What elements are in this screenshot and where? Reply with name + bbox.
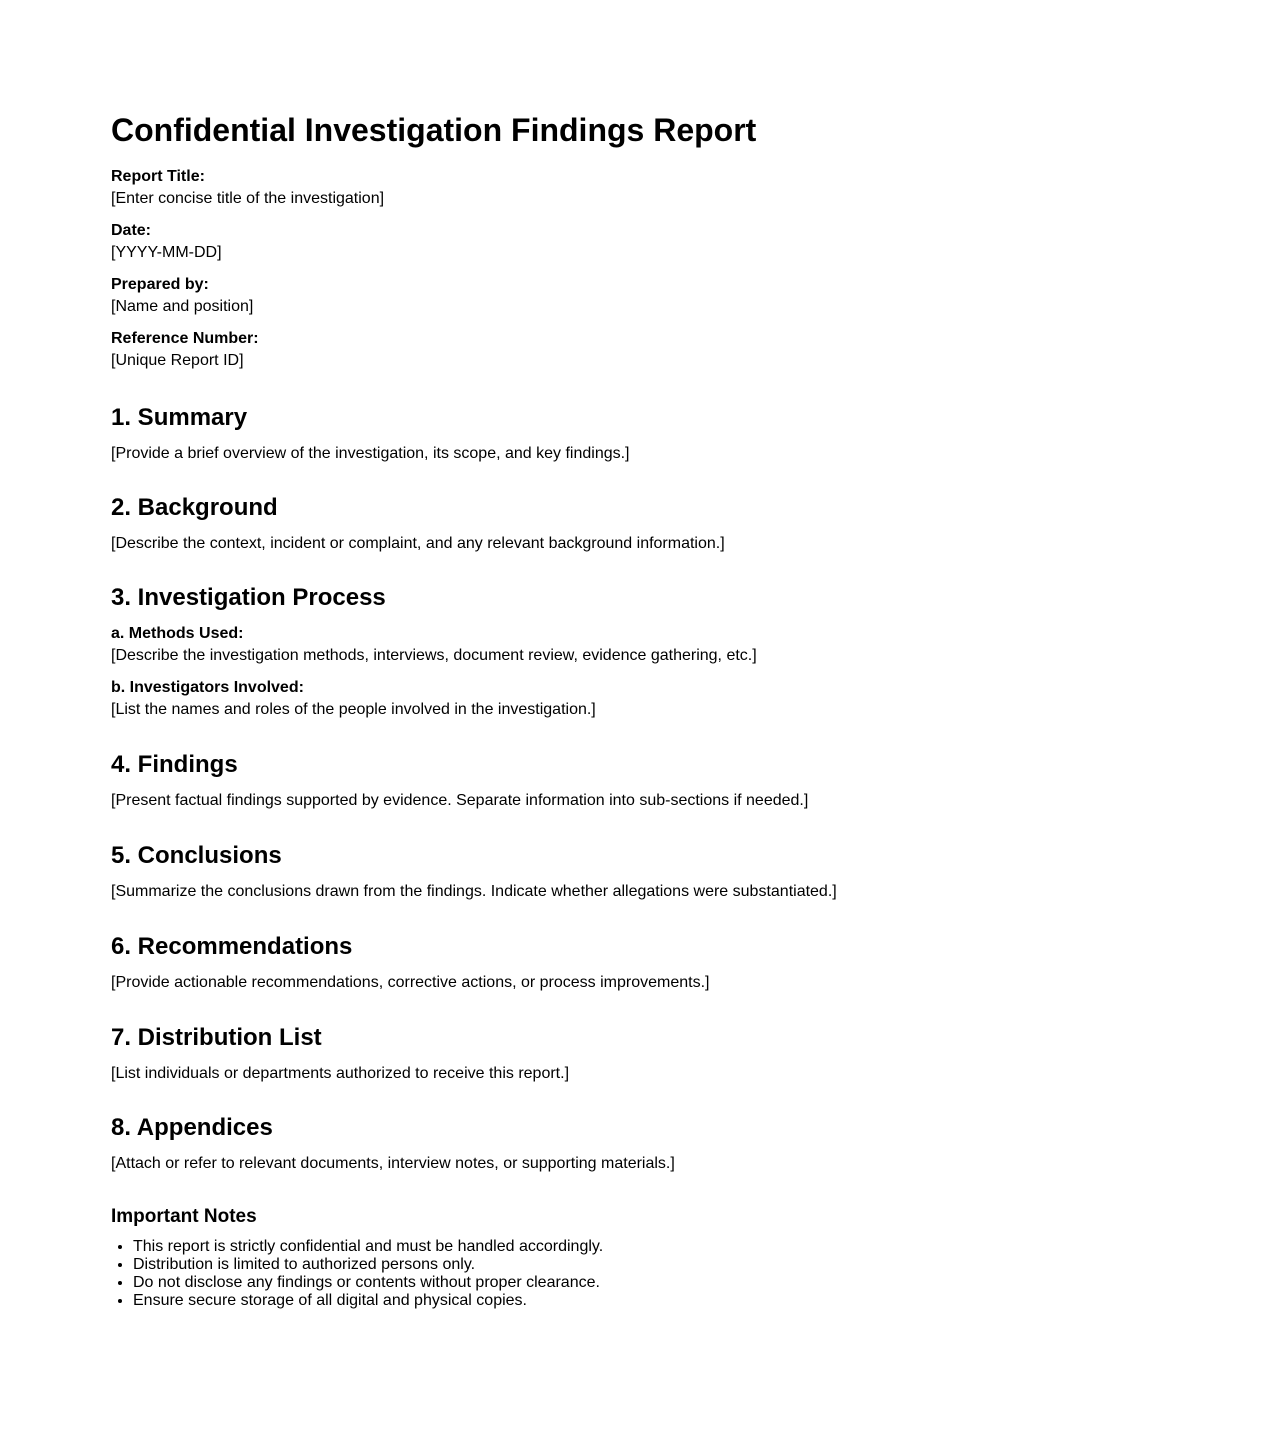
section-text: [Attach or refer to relevant documents, interview notes, or supporting materials.] [111,1155,675,1172]
section-text: [Summarize the conclusions drawn from the findings. Indicate whether allegations were substantiated.] [111,883,837,900]
meta-value: [Unique Report ID] [111,352,244,369]
section-text: [List individuals or departments authorized to receive this report.] [111,1065,570,1082]
meta-date [111,220,1151,264]
section-heading: 1. Summary [111,404,248,431]
meta-label: Report Title: [111,168,205,185]
notes-heading: Important Notes [111,1206,257,1227]
section-text: [Provide a brief overview of the investigation, its scope, and key findings.] [111,445,630,462]
section-heading: 3. Investigation Process [111,584,386,611]
meta-label: Prepared by: [111,276,209,293]
section-heading: 7. Distribution List [111,1024,322,1051]
list-item: • Distribution is limited to authorized persons only. [133,1256,1151,1274]
subsection-investigators [111,677,1151,721]
section-recommendations [111,932,1151,994]
section-heading: 8. Appendices [111,1114,273,1141]
notes-list [111,1238,1151,1310]
notes-clip [111,1238,1151,1309]
section-text: [Present factual findings supported by evidence. Separate information into sub-sections if needed.] [111,792,809,809]
meta-reference-number [111,328,1151,372]
subsection-text: [List the names and roles of the people involved in the investigation.] [111,701,596,718]
list-item: • This report is strictly confidential and must be handled accordingly. [133,1238,1151,1256]
section-findings [111,750,1151,812]
subsection-label: a. Methods Used: [111,625,244,642]
meta-report-title [111,166,1151,210]
meta-prepared-by [111,274,1151,318]
section-important-notes [111,1204,1151,1309]
subsection-methods [111,623,1151,667]
section-heading: 5. Conclusions [111,842,282,869]
section-background [111,493,1151,555]
section-text: [Provide actionable recommendations, corrective actions, or process improvements.] [111,974,710,991]
section-summary [111,403,1151,465]
meta-value: [Enter concise title of the investigation] [111,190,385,207]
list-item: • Ensure secure storage of all digital and physical copies. [133,1292,1151,1310]
meta-value: [Name and position] [111,298,254,315]
section-text: [Describe the context, incident or complaint, and any relevant background information.] [111,535,725,552]
subsection-text: [Describe the investigation methods, interviews, document review, evidence gathering, etc.] [111,647,757,664]
document-page [111,108,1151,1309]
section-investigation-process [111,583,1151,721]
page-title: Confidential Investigation Findings Report [111,112,757,148]
section-heading: 2. Background [111,494,278,521]
section-distribution-list [111,1023,1151,1085]
section-heading: 6. Recommendations [111,933,353,960]
section-conclusions [111,841,1151,903]
list-item: • Do not disclose any findings or contents without proper clearance. [133,1274,1151,1292]
meta-label: Reference Number: [111,330,259,347]
subsection-label: b. Investigators Involved: [111,679,304,696]
section-appendices [111,1113,1151,1175]
section-heading: 4. Findings [111,751,238,778]
meta-value: [YYYY-MM-DD] [111,244,222,261]
meta-label: Date: [111,222,152,239]
